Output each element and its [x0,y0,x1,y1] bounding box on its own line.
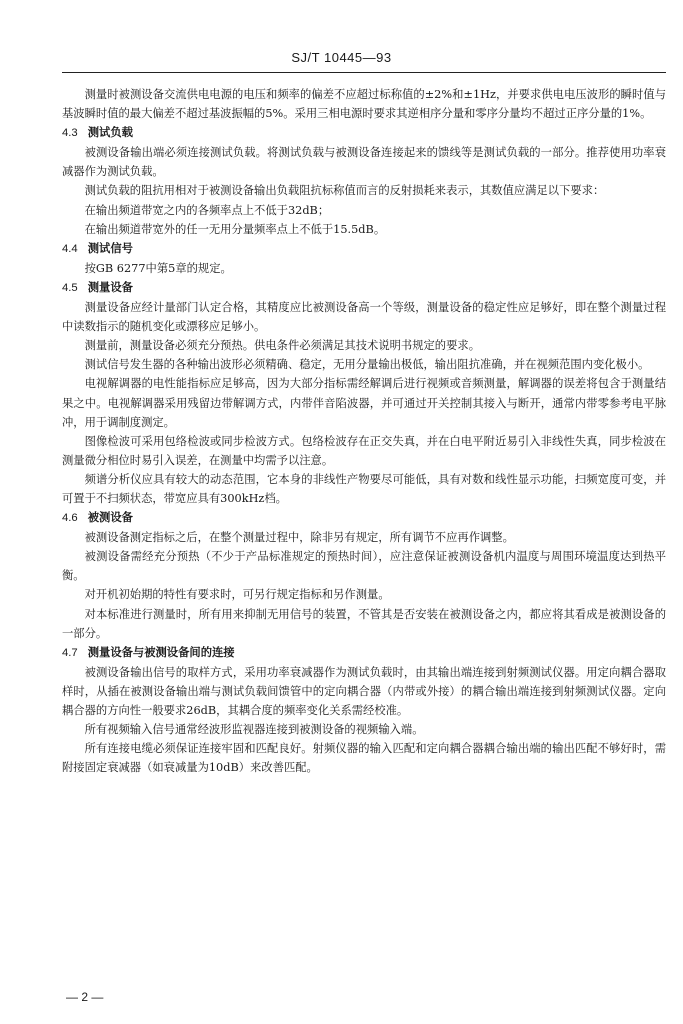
section-title: 测量设备与被测设备间的连接 [87,644,235,659]
document-body [62,85,666,777]
section-number: 4.7 [62,646,78,659]
paragraph: 测量时被测设备交流供电电源的电压和频率的偏差不应超过标称值的±2%和±1Hz，并要求供电电压波形的瞬时值与基波瞬时值的最大偏差不超过基波振幅的5%。采用三相电源时要求其逆相序分量和零序分量均不超过正序分量的1%。 [62,88,666,121]
paragraph: 对开机初始期的特性有要求时，可另行规定指标和另作测量。 [84,588,390,602]
section-number: 4.5 [62,281,78,294]
paragraph: 所有连接电缆必须保证连接牢固和匹配良好。射频仪器的输入匹配和定向耦合器耦合输出端的输出匹配不够好时，需附接固定衰减器（如衰减量为10dB）来改善匹配。 [62,742,666,775]
paragraph: 按GB 6277中第5章的规定。 [84,261,232,275]
paragraph: 频谱分析仪应具有较大的动态范围，它本身的非线性产物要尽可能低，具有对数和线性显示功能，扫频宽度可变，并可置于不扫频状态，带宽应具有300kHz档。 [62,472,666,505]
paragraph: 被测设备输出信号的取样方式，采用功率衰减器作为测试负载时，由其输出端连接到射频测试仪器。用定向耦合器取样时，从插在被测设备输出端与测试负载间馈管中的定向耦合器（内带或外接）的耦合输出端连接到射频测试仪器。定向耦合器的方向性一般要求26dB，其耦合度的频率变化关系需经校准。 [62,665,666,717]
paragraph: 图像检波可采用包络检波或同步检波方式。包络检波存在正交失真，并在白电平附近易引入非线性失真，同步检波在测量微分相位时易引入误差，在测量中均需予以注意。 [62,434,666,467]
section-heading-4-6 [62,508,666,528]
paragraph: 被测设备输出端必须连接测试负载。将测试负载与被测设备连接起来的馈线等是测试负载的一部分。推荐使用功率衰减器作为测试负载。 [62,146,666,179]
section-heading-4-7 [62,643,666,663]
paragraph: 被测设备测定指标之后，在整个测量过程中，除非另有规定，所有调节不应再作调整。 [84,531,514,545]
page-number: — 2 — [66,990,104,1004]
paragraph: 被测设备需经充分预热（不少于产品标准规定的预热时间），应注意保证被测设备机内温度与周围环境温度达到热平衡。 [62,550,666,583]
paragraph: 测量设备应经计量部门认定合格，其精度应比被测设备高一个等级，测量设备的稳定性应足够好，即在整个测量过程中读数指示的随机变化或漂移应足够小。 [62,301,666,334]
paragraph: 测试负载的阻抗用相对于被测设备输出负载阻抗标称值而言的反射损耗来表示，其数值应满足以下要求： [84,184,605,198]
paragraph: 在输出频道带宽外的任一无用分量频率点上不低于15.5dB。 [84,222,386,236]
section-number: 4.4 [62,242,78,255]
section-title: 测试信号 [87,240,133,255]
paragraph: 测试信号发生器的各种输出波形必须精确、稳定，无用分量输出极低，输出阻抗准确，并在视频范围内变化极小。 [84,358,650,372]
paragraph: 电视解调器的电性能指标应足够高，因为大部分指标需经解调后进行视频或音频测量，解调器的误差将包含于测量结果之中。电视解调器采用残留边带解调方式，内带伴音陷波器，并可通过开关控制其接入与断开，通常内带零参考电平脉冲，用于调制度测定。 [62,377,666,429]
section-title: 测量设备 [87,279,133,294]
paragraph: 测量前，测量设备必须充分预热。供电条件必须满足其技术说明书规定的要求。 [84,339,480,353]
section-heading-4-5 [62,278,666,298]
section-heading-4-4 [62,239,666,259]
section-number: 4.6 [62,512,78,525]
header-rule [62,72,666,73]
section-heading-4-3 [62,123,666,143]
section-number: 4.3 [62,127,78,140]
section-title: 测试负载 [87,125,133,140]
paragraph: 所有视频输入信号通常经波形监视器连接到被测设备的视频输入端。 [84,723,424,737]
paragraph: 对本标准进行测量时，所有用来抑制无用信号的装置，不管其是否安装在被测设备之内，都应将其看成是被测设备的一部分。 [62,607,666,640]
standard-number-header: SJ/T 10445—93 [291,50,392,65]
section-title: 被测设备 [87,510,133,525]
paragraph: 在输出频道带宽之内的各频率点上不低于32dB； [84,203,330,217]
